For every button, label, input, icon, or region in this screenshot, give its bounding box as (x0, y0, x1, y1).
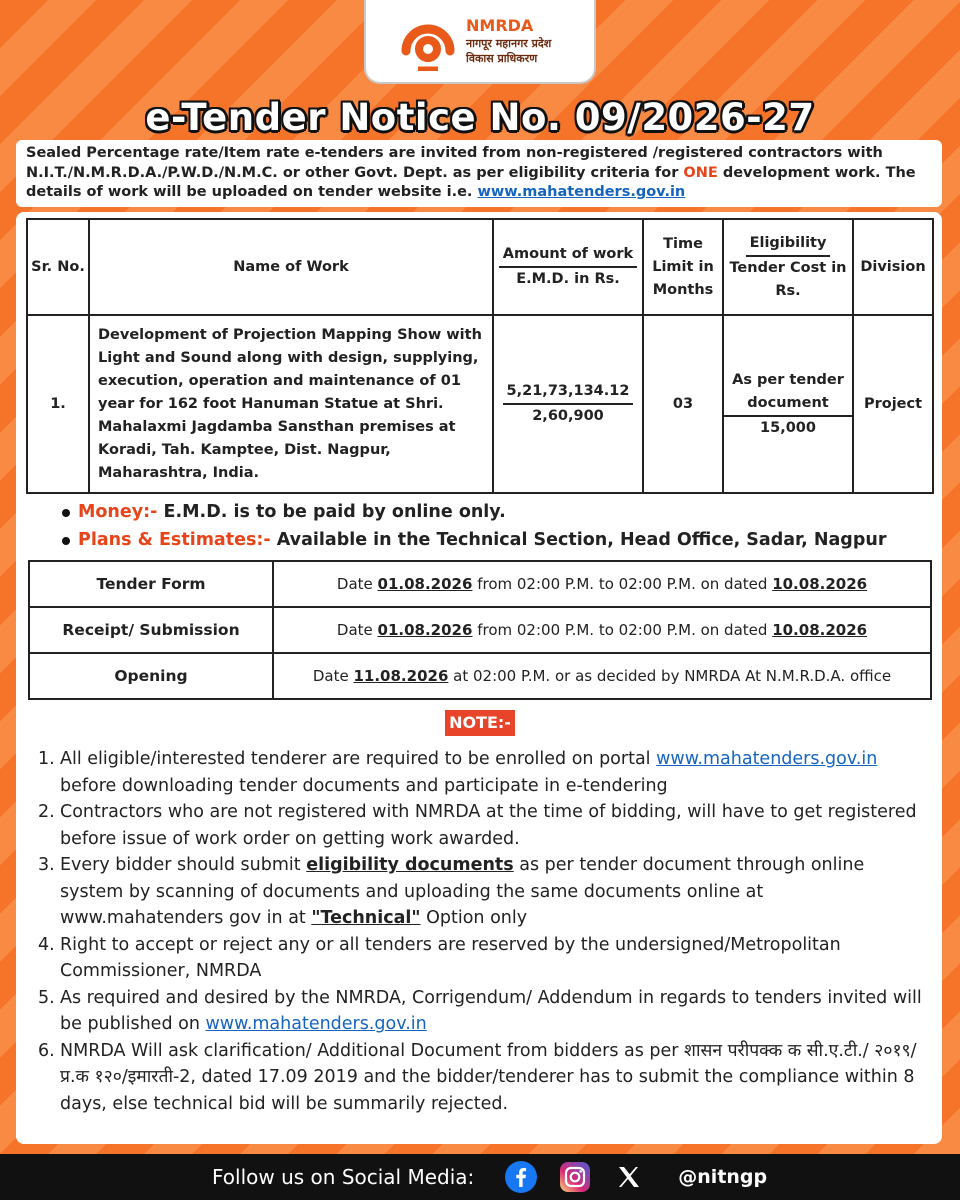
tender-form-dates (273, 561, 931, 607)
cell-sr: 1. (27, 315, 89, 493)
table-row (29, 561, 931, 607)
tender-website-link[interactable]: www.mahatenders.gov.in (477, 184, 686, 200)
note-text: All eligible/interested tenderer are required to be enrolled on portal (60, 749, 657, 769)
header-elig-top: Eligibility (746, 232, 831, 257)
header-eligibility (723, 219, 853, 315)
note-number: 3. (38, 855, 55, 875)
receipt-dates (273, 607, 931, 653)
header-amount (493, 219, 643, 315)
table-row (29, 653, 931, 699)
list-item (38, 932, 928, 985)
date-text: from 02:00 P.M. to 02:00 P.M. on dated (472, 575, 773, 593)
note-number: 6. (38, 1040, 55, 1061)
note-emphasis: eligibility documents (306, 855, 514, 875)
list-item (78, 498, 886, 526)
footer-text: Follow us on Social Media: (212, 1165, 475, 1189)
tender-table (26, 218, 934, 494)
date-value: 01.08.2026 (377, 575, 473, 593)
note-text: Every bidder should submit (60, 855, 307, 875)
note-text: NMRDA Will ask clarification/ Additional Document from bidders as per शासन परीपक्क क सी.ए.टी./ २०१९/प्र.क १२०/इमारती-2, dated 17.09 2019 and the bidder/tenderer has to submit the compliance within 8 days, else technical bid will be summarily rejected. (60, 1040, 917, 1114)
list-item (38, 985, 928, 1038)
mahatenders-link[interactable]: www.mahatenders.gov.in (205, 1014, 427, 1034)
date-value: 10.08.2026 (772, 621, 868, 639)
instagram-icon[interactable] (558, 1160, 592, 1194)
cell-emd-value: 2,60,900 (532, 408, 604, 424)
content-panel (16, 212, 942, 1144)
table-row (27, 315, 933, 493)
intro-part2: development work. The details of work will be uploaded on tender website i.e. (26, 164, 916, 200)
note-number: 1. (38, 749, 55, 769)
opening-dates (273, 653, 931, 699)
social-handle[interactable]: @nitngp (678, 1166, 768, 1188)
note-label: NOTE:- (445, 710, 515, 736)
date-value: 11.08.2026 (353, 667, 449, 685)
cell-amount (493, 315, 643, 493)
cell-amount-value: 5,21,73,134.12 (503, 380, 634, 405)
note-number: 4. (38, 934, 55, 955)
table-header-row (27, 219, 933, 315)
date-text: Date (336, 575, 378, 593)
dates-table (28, 560, 932, 700)
intro-highlight: ONE (683, 164, 718, 181)
date-text: Date (312, 667, 354, 685)
header-amount-top: Amount of work (499, 243, 637, 268)
mahatenders-link[interactable]: www.mahatenders.gov.in (656, 749, 878, 769)
cell-cost-value: 15,000 (760, 419, 816, 436)
x-twitter-icon[interactable] (612, 1160, 646, 1194)
header-time: Time Limit in Months (643, 219, 723, 315)
tender-form-label: Tender Form (29, 561, 273, 607)
date-text: at 02:00 P.M. or as decided by NMRDA At N.M.R.D.A. office (448, 667, 892, 685)
logo-header (364, 0, 596, 84)
cell-elig-value: As per tender document (724, 369, 852, 417)
logo-name: NMRDA (466, 16, 534, 35)
cell-division: Project (853, 315, 933, 493)
note-number: 2. (38, 802, 55, 822)
logo-line1: नागपूर महानगर प्रदेश (466, 37, 552, 50)
note-text: as per tender document through online system by scanning of documents and uploading the same documents online at www.mahatenders gov in at (60, 855, 865, 928)
note-text: before downloading tender documents and participate in e-tendering (60, 775, 668, 796)
date-text: Date (336, 621, 378, 639)
date-value: 10.08.2026 (772, 575, 868, 593)
header-division: Division (853, 219, 933, 315)
notes-list (38, 746, 928, 1117)
header-name: Name of Work (89, 219, 493, 315)
bullet-text: Available in the Technical Section, Head Office, Sadar, Nagpur (270, 530, 887, 550)
logo-line2: विकास प्राधिकरण (466, 52, 538, 65)
note-text: As required and desired by the NMRDA, Corrigendum/ Addendum in regards to tenders invited will be published on (60, 987, 922, 1034)
bullet-label: Money:- (78, 502, 158, 522)
cell-eligibility (723, 315, 853, 493)
opening-label: Opening (29, 653, 273, 699)
list-item (38, 1038, 928, 1118)
social-footer (0, 1154, 960, 1200)
table-row (29, 607, 931, 653)
header-elig-bottom: Tender Cost in Rs. (729, 259, 847, 299)
note-text: Option only (420, 908, 528, 928)
bullet-text: E.M.D. is to be paid by online only. (157, 502, 506, 522)
note-number: 5. (38, 987, 55, 1008)
list-item (78, 526, 886, 554)
header-sr: Sr. No. (27, 219, 89, 315)
intro-part1: Sealed Percentage rate/Item rate e-tenders are invited from non-registered /registered contractors with N.I.T./N.M.R.D.A./P.W.D./N.M.C. or other Govt. Dept. as per eligibility criteria for (26, 145, 883, 181)
receipt-label: Receipt/ Submission (29, 607, 273, 653)
cell-time: 03 (643, 315, 723, 493)
page-title: e-Tender Notice No. 09/2026-27 (145, 96, 815, 139)
note-text: Right to accept or reject any or all tenders are reserved by the undersigned/Metropolitan Commissioner, NMRDA (60, 934, 841, 981)
nmrda-logo-icon (398, 11, 458, 71)
bullet-label: Plans & Estimates:- (78, 530, 271, 550)
header-amount-bottom: E.M.D. in Rs. (516, 271, 620, 287)
date-text: from 02:00 P.M. to 02:00 P.M. on dated (472, 621, 773, 639)
list-item (38, 746, 928, 799)
payment-bullets (78, 498, 886, 554)
note-emphasis: "Technical" (311, 908, 421, 928)
note-text: Contractors who are not registered with NMRDA at the time of bidding, will have to get registered before issue of work order on getting work awarded. (60, 802, 917, 849)
list-item (38, 799, 928, 852)
list-item (38, 852, 928, 932)
facebook-icon[interactable] (504, 1160, 538, 1194)
cell-name-of-work: Development of Projection Mapping Show with Light and Sound along with design, supplying, execution, operation and maintenance of 01 year for 162 foot Hanuman Statue at Shri. Mahalaxmi Jagdamba Sansthan premises at Koradi, Tah. Kamptee, Dist. Nagpur, Maharashtra, India. (89, 315, 493, 493)
date-value: 01.08.2026 (377, 621, 473, 639)
intro-text (16, 140, 942, 207)
